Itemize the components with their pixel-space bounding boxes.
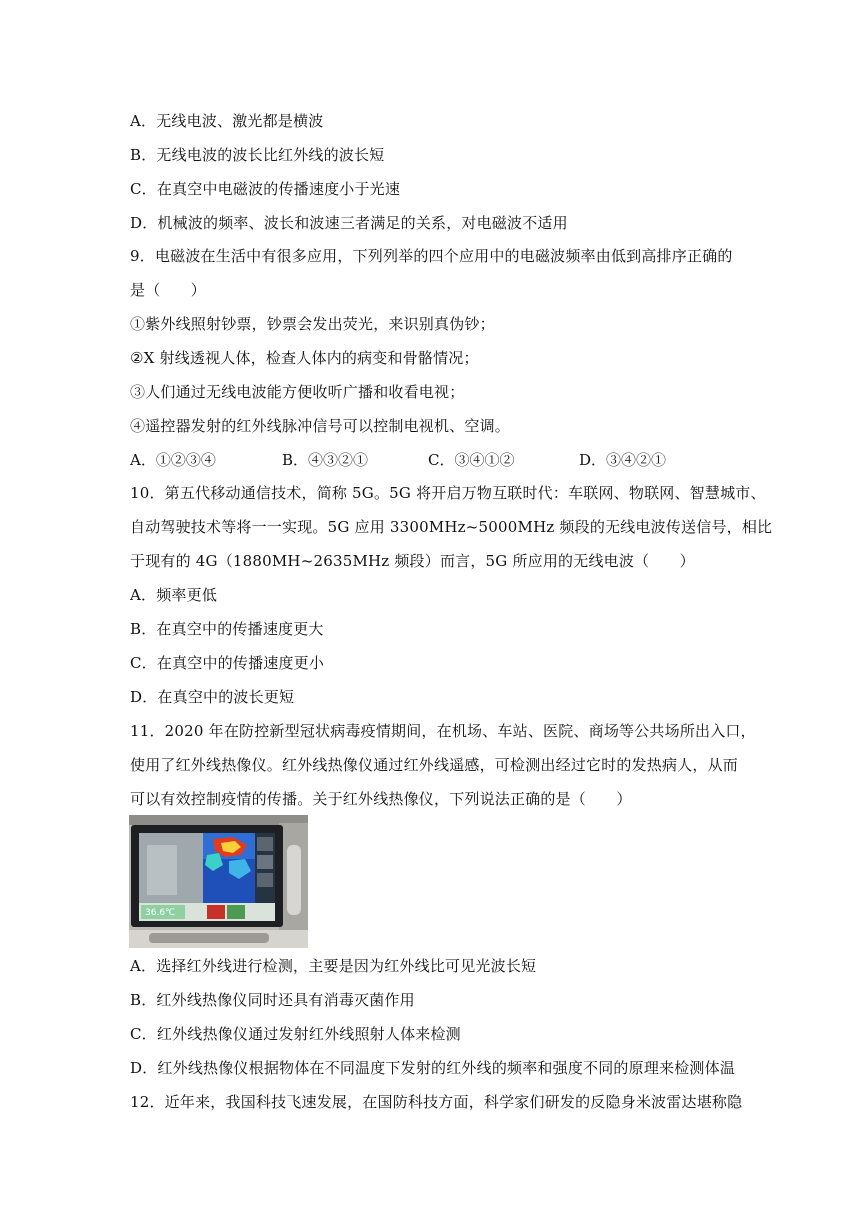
q9-item-1: ①紫外线照射钞票，钞票会发出荧光，来识别真伪钞； [130,315,495,333]
q9-option-a: A．①②③④ [130,451,216,469]
q9-item-3: ③人们通过无线电波能方便收听广播和收看电视； [130,383,465,401]
q8-option-b: B．无线电波的波长比红外线的波长短 [130,146,385,164]
q9-stem-line-2: 是（ ） [130,281,207,299]
q11-stem-line-1: 11．2020 年在防控新型冠状病毒疫情期间，在机场、车站、医院、商场等公共场所出入口， [130,722,756,740]
q9-option-b: B．④③②① [282,451,369,469]
q10-option-b: B．在真空中的传播速度更大 [130,620,324,638]
q10-stem-line-1: 10．第五代移动通信技术，简称 5G。5G 将开启万物互联时代：车联网、物联网、智慧城市、 [130,484,766,502]
thermal-imager-illustration [129,815,308,948]
q11-option-d: D．红外线热像仪根据物体在不同温度下发射的红外线的频率和强度不同的原理来检测体温 [130,1059,736,1077]
q9-stem-line-1: 9．电磁波在生活中有很多应用，下列列举的四个应用中的电磁波频率由低到高排序正确的 [130,247,733,265]
thermal-temperature-readout: 36.6℃ [145,908,176,918]
q8-option-c: C．在真空中电磁波的传播速度小于光速 [130,180,401,198]
q9-option-d: D．③④②① [579,451,667,469]
q10-stem-line-2: 自动驾驶技术等将一一实现。5G 应用 3300MHz~5000MHz 频段的无线电波传送信号，相比 [130,518,773,536]
q10-option-d: D．在真空中的波长更短 [130,688,295,706]
q9-option-c: C．③④①② [428,451,515,469]
q9-item-2: ②X 射线透视人体，检查人体内的病变和骨骼情况； [130,349,479,367]
q11-option-b: B．红外线热像仪同时还具有消毒灭菌作用 [130,991,415,1009]
q11-option-c: C．红外线热像仪通过发射红外线照射人体来检测 [130,1025,461,1043]
thermal-imager-photo [129,815,308,948]
q11-stem-line-3: 可以有效控制疫情的传播。关于红外线热像仪，下列说法正确的是（ ） [130,790,632,808]
q10-option-a: A．频率更低 [130,586,218,604]
q10-stem-line-3: 于现有的 4G（1880MH~2635MHz 频段）而言，5G 所应用的无线电波（ ） [130,552,695,570]
q9-options-row [130,450,730,470]
q8-option-d: D．机械波的频率、波长和波速三者满足的关系，对电磁波不适用 [130,214,568,232]
q12-stem-line-1: 12．近年来，我国科技飞速发展，在国防科技方面，科学家们研发的反隐身米波雷达堪称隐 [130,1093,743,1111]
q10-option-c: C．在真空中的传播速度更小 [130,654,325,672]
q8-option-a: A．无线电波、激光都是横波 [130,112,324,130]
q11-stem-line-2: 使用了红外线热像仪。红外线热像仪通过红外线遥感，可检测出经过它时的发热病人，从而 [130,756,739,774]
q11-option-a: A．选择红外线进行检测，主要是因为红外线比可见光波长短 [130,957,537,975]
q9-item-4: ④遥控器发射的红外线脉冲信号可以控制电视机、空调。 [130,417,511,435]
